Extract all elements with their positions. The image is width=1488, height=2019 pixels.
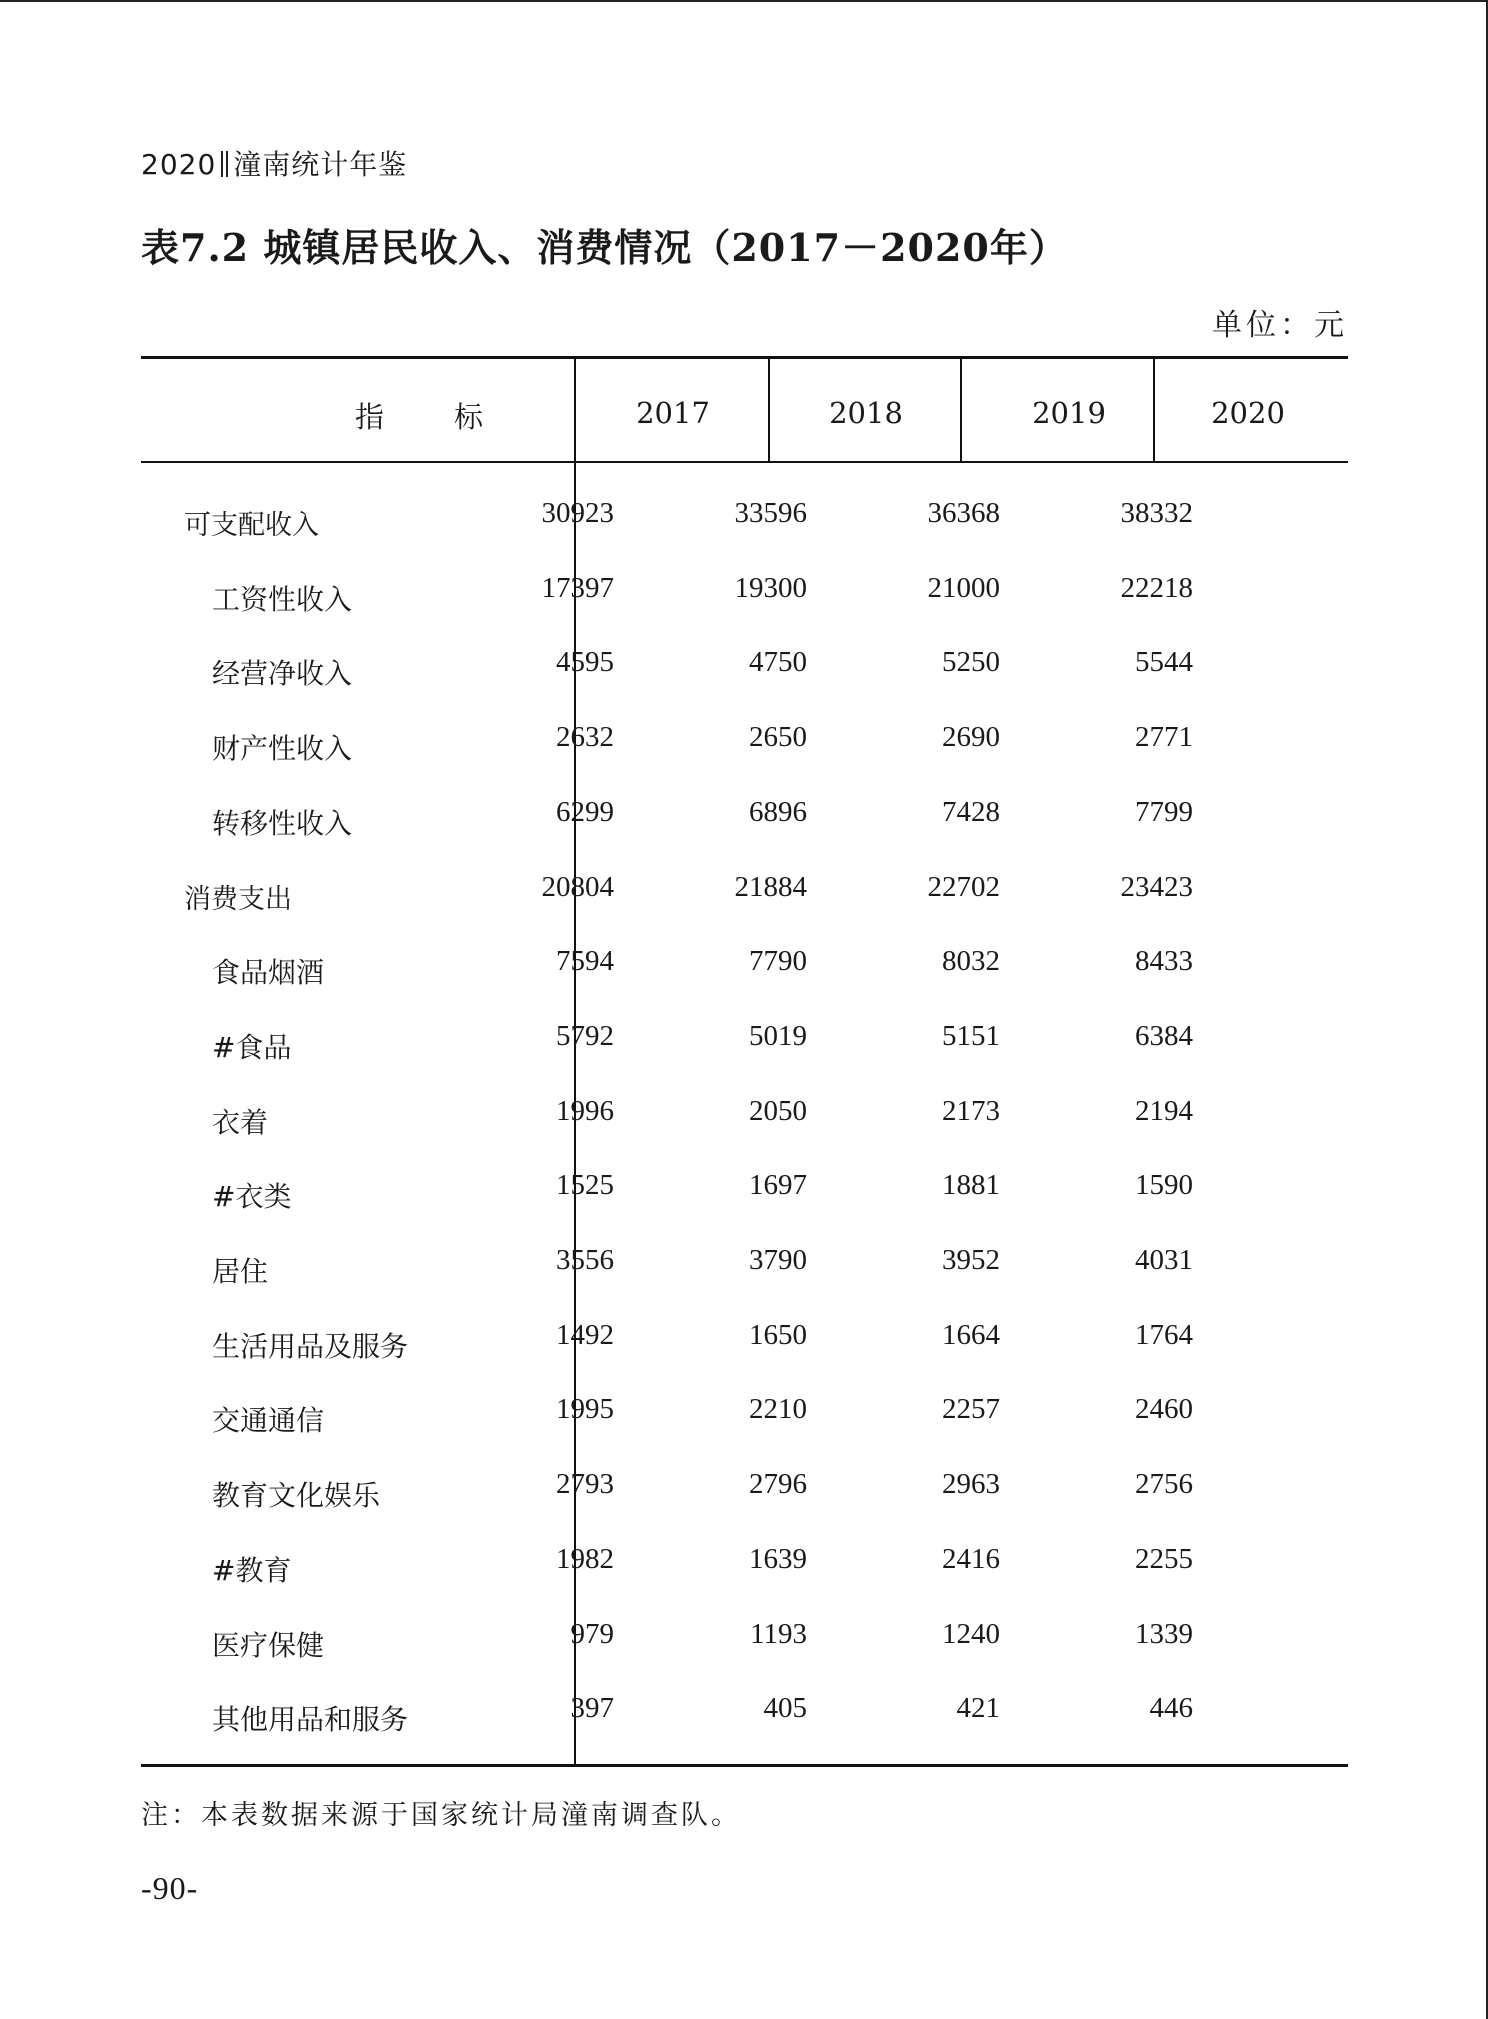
table-cell: 5019 [749,1020,807,1052]
row-label: 生活用品及服务 [212,1330,409,1363]
table-cell: 1764 [1135,1319,1193,1351]
table-cell: 8433 [1135,945,1193,977]
row-label: 医疗保健 [212,1629,325,1662]
table-cell: 5250 [942,646,1000,678]
table-cell: 2194 [1135,1095,1193,1127]
table-cell: 7594 [556,945,614,977]
running-head [141,143,407,183]
table-cell: 2173 [942,1095,1000,1127]
table-cell: 36368 [927,497,1000,529]
row-label: 衣着 [212,1106,269,1139]
row-label: 交通通信 [212,1404,325,1437]
indicator-column-header [355,395,483,436]
table-cell: 1590 [1135,1169,1193,1201]
unit-label: 单位：元 [1212,308,1348,343]
table-cell: 3952 [942,1244,1000,1276]
row-label: 转移性收入 [212,807,353,840]
year-column-header: 2019 [1032,396,1106,430]
table-cell: 4750 [749,646,807,678]
row-label: 经营净收入 [212,657,353,690]
table-cell: 421 [956,1692,1000,1724]
table-cell: 1525 [556,1169,614,1201]
table-row [141,572,1348,638]
table-cell: 2796 [749,1468,807,1500]
table-cell: 7799 [1135,796,1193,828]
table-cell: 2793 [556,1468,614,1500]
table-cell: 446 [1149,1692,1193,1724]
row-label: 食品烟酒 [212,956,325,989]
year-column-header: 2018 [829,396,903,430]
row-label: 教育文化娱乐 [212,1479,381,1512]
table-cell: 2963 [942,1468,1000,1500]
table-cell: 19300 [734,572,807,604]
table-row [141,1468,1348,1534]
table-bottom-rule [141,1764,1348,1767]
row-label: 财产性收入 [212,732,353,765]
table-cell: 4031 [1135,1244,1193,1276]
table-cell: 979 [570,1618,614,1650]
table-cell: 3556 [556,1244,614,1276]
table-row [141,1319,1348,1385]
table-cell: 2460 [1135,1393,1193,1425]
running-head-book: 潼南统计年鉴 [233,148,408,181]
row-label: 工资性收入 [212,583,353,616]
table-cell: 1650 [749,1319,807,1351]
table-row [141,1692,1348,1758]
table-cell: 1995 [556,1393,614,1425]
table-cell: 6299 [556,796,614,828]
table-cell: 1881 [942,1169,1000,1201]
table-row [141,871,1348,937]
table-cell: 38332 [1120,497,1193,529]
table-cell: 8032 [942,945,1000,977]
table-row [141,1543,1348,1609]
table-cell: 1193 [750,1618,807,1650]
table-cell: 1240 [942,1618,1000,1650]
table-cell: 30923 [541,497,614,529]
table-row [141,796,1348,862]
table-cell: 20804 [541,871,614,903]
table-cell: 2690 [942,721,1000,753]
row-label: #食品 [212,1031,292,1064]
table-cell: 2050 [749,1095,807,1127]
table-cell: 4595 [556,646,614,678]
table-cell: 7790 [749,945,807,977]
table-cell: 1639 [749,1543,807,1575]
table-cell: 2210 [749,1393,807,1425]
table-cell: 1996 [556,1095,614,1127]
table-cell: 2771 [1135,721,1193,753]
table-cell: 3790 [749,1244,807,1276]
running-head-separator [221,151,228,177]
table-cell: 405 [763,1692,807,1724]
page-top-border [0,0,1488,2]
table-cell: 2257 [942,1393,1000,1425]
table-row [141,1244,1348,1310]
row-label: 其他用品和服务 [212,1703,409,1736]
table-row [141,945,1348,1011]
table-cell: 6384 [1135,1020,1193,1052]
table-cell: 397 [570,1692,614,1724]
table-cell: 21884 [734,871,807,903]
table-row [141,1618,1348,1684]
table-cell: 5792 [556,1020,614,1052]
table-row [141,1169,1348,1235]
row-label: 可支配收入 [184,510,319,541]
year-column-header: 2017 [636,396,710,430]
indicator-header-char-1: 指 [355,400,385,434]
table-row [141,646,1348,712]
table-cell: 1982 [556,1543,614,1575]
indicator-header-char-2: 标 [454,400,484,434]
page-number: -90- [141,1870,199,1906]
table-title: 表7.2 城镇居民收入、消费情况（2017－2020年） [141,225,1068,270]
running-head-year: 2020 [141,148,217,181]
row-label: #衣类 [212,1180,292,1213]
row-label: #教育 [212,1554,292,1587]
table-cell: 23423 [1120,871,1193,903]
table-row [141,721,1348,787]
table-cell: 17397 [541,572,614,604]
table-cell: 1664 [942,1319,1000,1351]
row-label: 消费支出 [184,884,292,915]
table-cell: 22218 [1120,572,1193,604]
table-cell: 1697 [749,1169,807,1201]
table-cell: 2756 [1135,1468,1193,1500]
table-cell: 2650 [749,721,807,753]
table-row [141,1095,1348,1161]
table-cell: 1339 [1135,1618,1193,1650]
table-row [141,1393,1348,1459]
table-cell: 1492 [556,1319,614,1351]
table-cell: 2416 [942,1543,1000,1575]
year-column-header: 2020 [1211,396,1285,430]
row-label: 居住 [212,1255,269,1288]
table-cell: 2255 [1135,1543,1193,1575]
table-cell: 33596 [734,497,807,529]
table-header-rule [141,461,1348,463]
table-cell: 7428 [942,796,1000,828]
table-cell: 22702 [927,871,1000,903]
table-cell: 2632 [556,721,614,753]
table-cell: 6896 [749,796,807,828]
table-cell: 5544 [1135,646,1193,678]
table-top-rule [141,356,1348,359]
header-column-divider [768,356,770,463]
table-row [141,497,1348,563]
table-note: 注：本表数据来源于国家统计局潼南调查队。 [141,1800,741,1831]
table-row [141,1020,1348,1086]
table-cell: 5151 [942,1020,1000,1052]
table-cell: 21000 [927,572,1000,604]
